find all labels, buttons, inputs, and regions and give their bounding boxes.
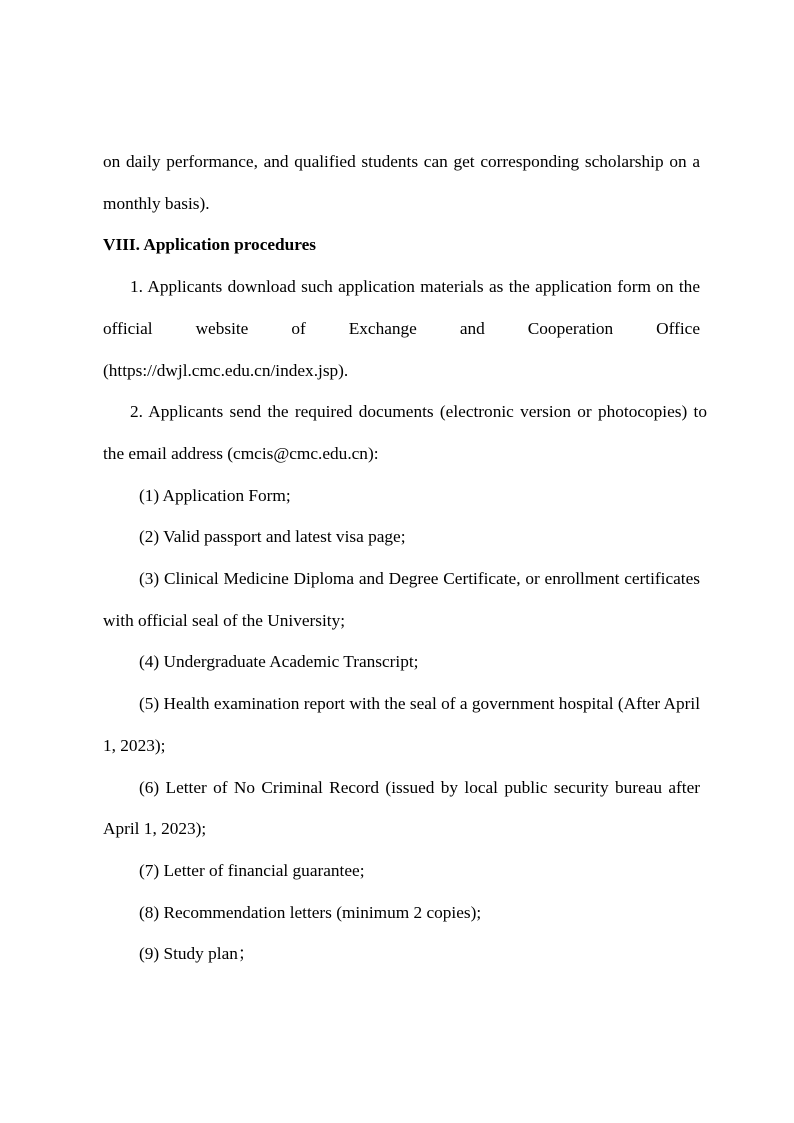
- section-heading: VIII. Application procedures: [103, 235, 317, 255]
- document-item-7: (7) Letter of financial guarantee;: [139, 860, 365, 880]
- document-item-5: (5) Health examination report with the seal of a government hospital (After April 1, 2023);: [103, 694, 700, 755]
- procedure-step-1: 1. Applicants download such application materials as the application form on the official website of Exchange and Cooperation Office (https://dwjl.cmc.edu.cn/index.jsp).: [103, 277, 700, 380]
- document-item-4: (4) Undergraduate Academic Transcript;: [139, 652, 419, 672]
- continuation-paragraph: on daily performance, and qualified students can get corresponding scholarship on a monthly basis).: [103, 152, 700, 213]
- document-item-9: (9) Study plan；: [139, 944, 256, 964]
- document-item-8: (8) Recommendation letters (minimum 2 copies);: [139, 902, 482, 922]
- document-body: [103, 141, 707, 975]
- document-item-1: (1) Application Form;: [139, 485, 291, 505]
- document-item-6: (6) Letter of No Criminal Record (issued by local public security bureau after April 1, 2023);: [103, 777, 700, 839]
- document-item-3: (3) Clinical Medicine Diploma and Degree Certificate, or enrollment certificates with official seal of the University;: [103, 569, 700, 630]
- document-item-2: (2) Valid passport and latest visa page;: [139, 527, 406, 547]
- procedure-step-2: 2. Applicants send the required documents (electronic version or photocopies) to the email address (cmcis@cmc.edu.cn):: [103, 402, 707, 463]
